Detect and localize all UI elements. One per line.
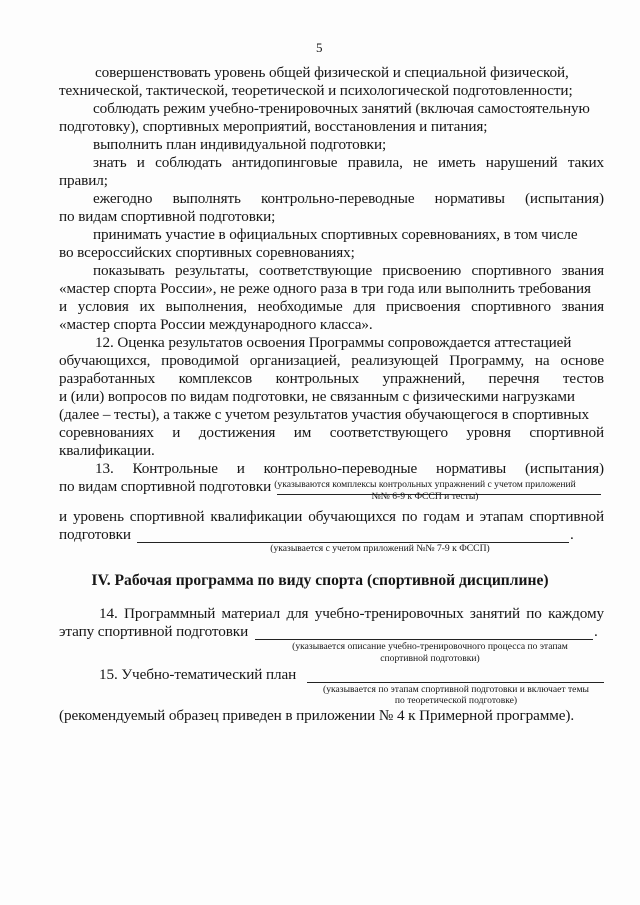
text-line: 14. Программный материал для учебно-тренировочных занятий по каждому [99, 605, 604, 622]
footnote-text: №№ 6-9 к ФССП и тесты) [371, 491, 479, 502]
period: . [594, 623, 598, 640]
text-line: этапу спортивной подготовки [59, 623, 249, 640]
page-number: 5 [316, 40, 323, 55]
text-line: по видам спортивной подготовки [59, 478, 272, 495]
footnote-text: (указывается по этапам спортивной подготовки и включает темы [323, 684, 589, 695]
text-line: показывать результаты, соответствующие присвоению спортивного звания [93, 262, 604, 279]
fill-in-line [255, 639, 593, 640]
text-line: разработанных комплексов контрольных упражнений, перечня тестов [59, 370, 604, 387]
text-line: технической, тактической, теоретической и психологической подготовленности; [59, 82, 573, 99]
text-line: подготовку), спортивных мероприятий, восстановления и питания; [59, 118, 488, 135]
text-line: 12. Оценка результатов освоения Программы сопровождается аттестацией [95, 334, 572, 351]
footnote-text: (указываются комплексы контрольных упражнений с учетом приложений [274, 479, 576, 490]
text-line: во всероссийских спортивных соревнованиях; [59, 244, 355, 261]
text-line: принимать участие в официальных спортивных соревнованиях, в том числе [93, 226, 578, 243]
text-line: соблюдать режим учебно-тренировочных занятий (включая самостоятельную [93, 100, 590, 117]
footnote-text: спортивной подготовки) [380, 653, 480, 664]
text-line: выполнить план индивидуальной подготовки; [93, 136, 387, 153]
section-heading: IV. Рабочая программа по виду спорта (спортивной дисциплине) [91, 572, 549, 589]
text-line: правил; [59, 172, 108, 189]
period: . [570, 526, 574, 543]
text-line: знать и соблюдать антидопинговые правила, не иметь нарушений таких [93, 154, 604, 171]
text-line: (рекомендуемый образец приведен в приложении № 4 к Примерной программе). [59, 707, 575, 724]
text-line: (далее – тесты), а также с учетом результатов участия обучающегося в спортивных [59, 406, 589, 423]
fill-in-line [307, 682, 604, 683]
text-line: подготовки [59, 526, 131, 543]
footnote-text: (указывается описание учебно-тренировочного процесса по этапам [292, 641, 568, 652]
text-line: 15. Учебно-тематический план [99, 666, 297, 683]
text-line: обучающихся, проводимой организацией, реализующей Программу, на основе [59, 352, 604, 369]
text-line: ежегодно выполнять контрольно-переводные нормативы (испытания) [93, 190, 604, 207]
text-line: 13. Контрольные и контрольно-переводные нормативы (испытания) [95, 460, 604, 477]
text-line: соревнованиях и достижения им соответствующего уровня спортивной [59, 424, 604, 441]
text-line: квалификации. [59, 442, 155, 459]
text-line: «мастер спорта России международного класса». [59, 316, 373, 333]
text-line: и (или) вопросов по видам подготовки, не связанным с физическими нагрузками [59, 388, 575, 405]
text-line: и уровень спортивной квалификации обучающихся по годам и этапам спортивной [59, 508, 604, 525]
footnote-text: по теоретической подготовке) [394, 695, 518, 706]
text-line: и условия их выполнения, необходимые для присвоения спортивного звания [59, 298, 604, 315]
text-line: совершенствовать уровень общей физической и специальной физической, [95, 64, 569, 81]
text-line: «мастер спорта России», не реже одного раза в три года или выполнить требования [59, 280, 591, 297]
footnote-text: (указывается с учетом приложений №№ 7-9 к ФССП) [270, 543, 490, 554]
text-line: по видам спортивной подготовки; [59, 208, 276, 225]
